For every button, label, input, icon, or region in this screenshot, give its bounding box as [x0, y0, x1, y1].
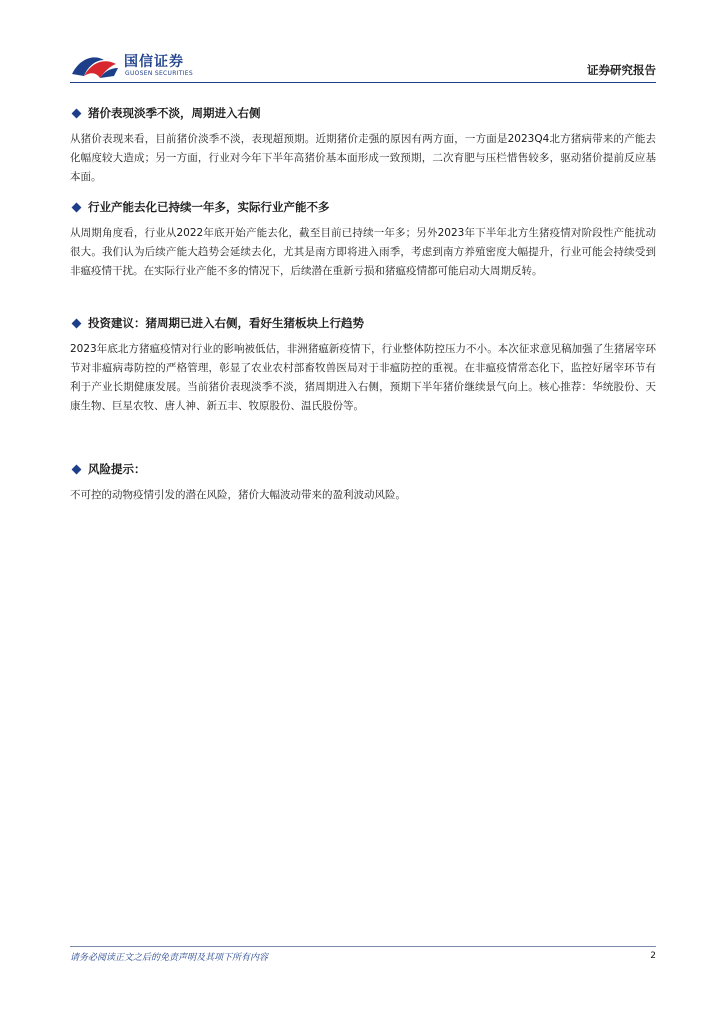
footer-disclaimer: 请务必阅读正文之后的免责声明及其项下所有内容	[70, 953, 269, 963]
logo-english-name: GUOSEN SECURITIES	[125, 70, 194, 77]
section-title: 投资建议：猪周期已进入右侧，看好生猪板块上行趋势	[70, 314, 656, 332]
section-body: 不可控的动物疫情引发的潜在风险，猪价大幅波动带来的盈利波动风险。	[70, 489, 406, 501]
diamond-bullet-icon	[72, 318, 82, 328]
section-title: 风险提示：	[70, 460, 656, 478]
logo-chinese-name: 国信证券	[124, 54, 184, 70]
guosen-logo	[70, 48, 200, 84]
section-title: 行业产能去化已持续一年多，实际行业产能不多	[70, 198, 656, 216]
header-divider	[70, 82, 656, 83]
section-risk	[70, 460, 656, 505]
diamond-bullet-icon	[72, 464, 82, 474]
section-body: 从猪价表现来看，目前猪价淡季不淡，表现超预期。近期猪价走强的原因有两方面，一方面是2023Q4北方猪病带来的产能去化幅度较大造成；另一方面，行业对今年下半年高猪价基本面形成一致预期，二次育肥与压栏惜售较多，驱动猪价提前反应基本面。	[70, 133, 656, 183]
page-number: 2	[650, 951, 656, 961]
section-body: 从周期角度看，行业从2022年底开始产能去化，截至目前已持续一年多；另外2023年下半年北方生猪疫情对阶段性产能扰动很大。我们认为后续产能大趋势会延续去化，尤其是南方即将进入雨季，考虑到南方养殖密度大幅提升，行业可能会持续受到非瘟疫情干扰。在实际行业产能不多的情况下，后续潜在重新亏损和猪瘟疫情都可能启动大周期反转。	[70, 227, 656, 277]
footer-divider	[70, 946, 656, 947]
section-title: 猪价表现淡季不淡，周期进入右侧	[70, 104, 656, 122]
report-type-label: 证券研究报告	[587, 63, 656, 77]
diamond-bullet-icon	[72, 108, 82, 118]
section-capacity	[70, 198, 656, 281]
diamond-bullet-icon	[72, 202, 82, 212]
section-body: 2023年底北方猪瘟疫情对行业的影响被低估，非洲猪瘟新疫情下，行业整体防控压力不小。本次征求意见稿加强了生猪屠宰环节对非瘟病毒防控的严格管理，彰显了农业农村部畜牧兽医局对于非瘟防控的重视。在非瘟疫情常态化下，监控好屠宰环节有利于产业长期健康发展。当前猪价表现淡季不淡，猪周期进入右侧，预期下半年猪价继续景气向上。核心推荐：华统股份、天康生物、巨星农牧、唐人神、新五丰、牧原股份、温氏股份等。	[70, 343, 656, 412]
guosen-logo-icon	[70, 50, 120, 80]
section-pig-price	[70, 104, 656, 187]
section-investment	[70, 314, 656, 416]
page-header	[70, 48, 656, 84]
